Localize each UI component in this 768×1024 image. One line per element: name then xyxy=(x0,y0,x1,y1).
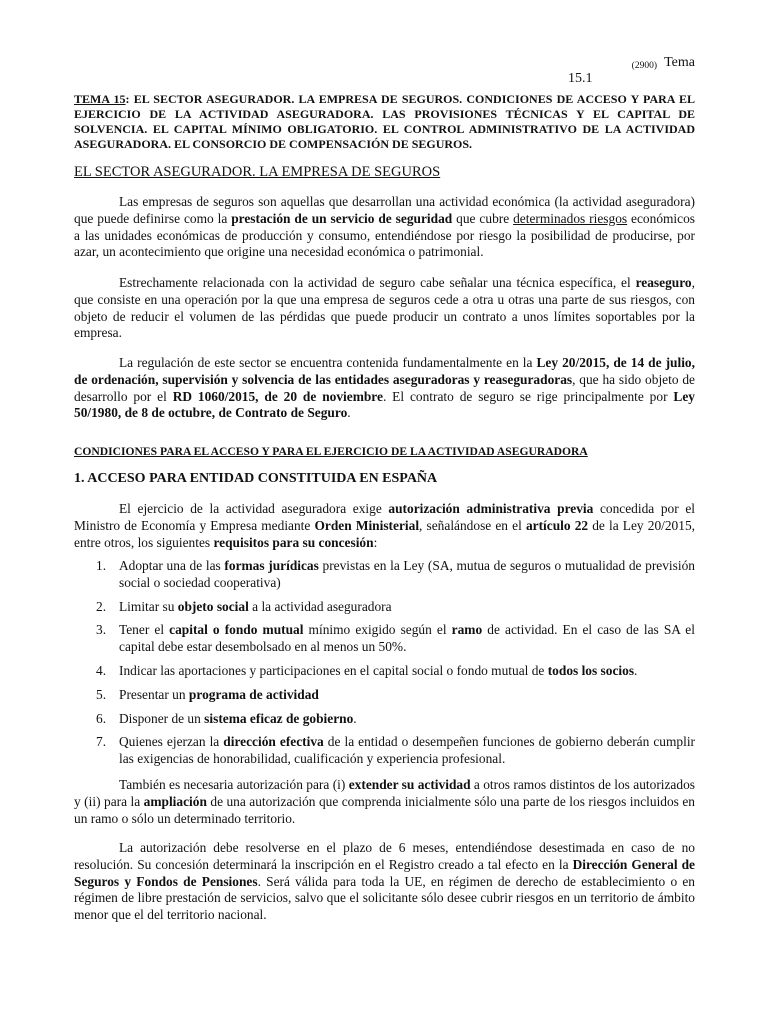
requirement-item xyxy=(74,622,695,656)
bold-run: artículo 22 xyxy=(525,517,589,533)
text-run: Estrechamente relacionada con la actividad de seguro cabe señalar una técnica específica, el xyxy=(119,275,636,290)
bold-run: ramo xyxy=(451,622,483,638)
text-run: . El contrato de seguro se rige principalmente por xyxy=(382,388,674,404)
text-run: La autorización debe resolverse en el plazo de 6 meses, entendiéndose desestimada en caso de no resolución. Su concesión determinará la inscripción en el Registro creado a tal efecto en la xyxy=(74,840,695,872)
text-run: previstas en la Ley (SA, mutua de seguros o mutualidad de previsión social o sociedad cooperativa) xyxy=(119,558,695,590)
requirement-item xyxy=(74,558,695,592)
text-run: Presentar un xyxy=(119,686,189,702)
text-run: Indicar las aportaciones y participaciones en el capital social o fondo mutual de xyxy=(119,662,548,678)
bold-run: extender su actividad xyxy=(348,777,471,792)
header-tema-word: Tema xyxy=(664,55,695,70)
bold-run: sistema eficaz de gobierno xyxy=(204,710,354,726)
bold-run: Ley 20/2015, de 14 de julio, de ordenación, supervisión y solvencia de las entidades aseguradoras y reaseguradoras xyxy=(74,355,695,387)
text-run: . xyxy=(347,405,351,421)
requirement-number: 7. xyxy=(96,734,107,750)
underlined-run: determinados riesgos xyxy=(513,210,628,226)
bold-run: programa de actividad xyxy=(188,686,319,702)
paragraph-extension xyxy=(74,777,695,827)
text-run: de actividad. En el caso de las SA el capital debe estar desembolsado en al menos un 50%. xyxy=(119,622,695,655)
tema-colon: : xyxy=(125,92,130,106)
bold-run: objeto social xyxy=(177,598,249,614)
text-run: . xyxy=(353,710,357,726)
text-run: a la actividad aseguradora xyxy=(248,598,392,614)
requirement-item xyxy=(74,663,695,680)
paragraph-resolucion xyxy=(74,840,695,924)
text-run: de la Ley 20/2015, entre otros, los siguientes xyxy=(74,517,695,550)
requirement-number: 3. xyxy=(96,622,107,638)
requirement-item xyxy=(74,599,695,616)
text-run: La regulación de este sector se encuentra contenida fundamentalmente en la xyxy=(119,355,537,370)
bold-run: Ley 50/1980, de 8 de octubre, de Contrato de Seguro xyxy=(74,388,695,421)
header-code: (2900) xyxy=(631,61,657,71)
requirement-item xyxy=(74,687,695,704)
text-run: . xyxy=(634,662,638,678)
tema-title-block xyxy=(74,92,695,152)
requirement-number: 1. xyxy=(96,558,107,573)
bold-run: dirección efectiva xyxy=(223,734,324,750)
text-run: El ejercicio de la actividad aseguradora exige xyxy=(119,501,389,516)
text-run: económicos a las unidades económicas de producción y consumo, entendiéndose por riesgo la posibilidad de producirse, por azar, un acontecimiento que origine una necesidad económica o patrimonial. xyxy=(74,210,695,260)
bold-run: capital o fondo mutual xyxy=(169,622,304,638)
text-run: Disponer de un xyxy=(119,710,205,726)
section-heading-condiciones: CONDICIONES PARA EL ACCESO Y PARA EL EJERCICIO DE LA ACTIVIDAD ASEGURADORA xyxy=(74,445,588,458)
text-run: , que ha sido objeto de desarrollo por el xyxy=(74,371,695,404)
text-run: Adoptar una de las xyxy=(119,558,225,573)
bold-run: Dirección General de Seguros y Fondos de Pensiones xyxy=(74,856,695,889)
paragraph-empresas-seguros xyxy=(74,194,695,261)
bold-run: RD 1060/2015, de 20 de noviembre xyxy=(172,388,383,404)
text-run: , que consiste en una operación por la que una empresa de seguros cede a otra u otras una parte de sus riesgos, con objeto de reducir el volumen de las pérdidas que puede producir un contrato a unos límites soportables por la empresa. xyxy=(74,275,695,341)
bold-run: prestación de un servicio de seguridad xyxy=(231,210,453,226)
text-run: . Será válida para toda la UE, en régimen de derecho de establecimiento o en régimen de libre prestación de servicios, salvo que el solicitante sólo desee cubrir riesgos en un territorio de ámbito menor que el del territorio nacional. xyxy=(74,873,695,923)
text-run: Las empresas de seguros son aquellas que desarrollan una actividad económica (la actividad aseguradora) que puede definirse como la xyxy=(74,194,695,226)
text-run: Quienes ejerzan la xyxy=(119,734,224,750)
text-run: Limitar su xyxy=(119,598,178,614)
bold-run: todos los socios xyxy=(547,662,635,678)
header-page-number: 15.1 xyxy=(568,71,593,86)
bold-run: autorización administrativa previa xyxy=(388,501,594,516)
tema-label: TEMA 15 xyxy=(74,92,126,106)
paragraph-regulacion xyxy=(74,355,695,422)
text-run: También es necesaria autorización para (i) xyxy=(119,777,349,792)
text-run: concedida por el Ministro de Economía y Empresa mediante xyxy=(74,501,695,533)
text-run: , señalándose en el xyxy=(419,517,526,533)
paragraph-reaseguro xyxy=(74,275,695,342)
bold-run: reaseguro xyxy=(635,275,692,290)
bold-run: requisitos para su concesión xyxy=(213,534,374,550)
requirement-number: 2. xyxy=(96,598,107,614)
paragraph-autorizacion xyxy=(74,501,695,551)
text-run: de la entidad o desempeñen funciones de gobierno deberán cumplir las exigencias de honorabilidad, cualificación y experiencia profesional. xyxy=(119,734,695,767)
requirement-item xyxy=(74,734,695,768)
bold-run: formas jurídicas xyxy=(224,558,319,573)
requirement-number: 5. xyxy=(96,686,107,702)
text-run: mínimo exigido según el xyxy=(303,622,452,638)
text-run: Tener el xyxy=(119,622,170,638)
page-header xyxy=(74,55,695,91)
subsection-heading-acceso: 1. ACCESO PARA ENTIDAD CONSTITUIDA EN ESPAÑA xyxy=(74,471,438,486)
requirements-list xyxy=(74,558,695,768)
requirement-number: 4. xyxy=(96,662,107,678)
text-run: : xyxy=(373,534,378,550)
requirement-item xyxy=(74,711,695,728)
text-run: que cubre xyxy=(452,210,514,226)
tema-title: EL SECTOR ASEGURADOR. LA EMPRESA DE SEGUROS. CONDICIONES DE ACCESO Y PARA EL EJERCICIO DE LA ACTIVIDAD ASEGURADORA. LAS PROVISIONES TÉCNICAS Y EL CAPITAL DE SOLVENCIA. EL CAPITAL MÍNIMO OBLIGATORIO. EL CONTROL ADMINISTRATIVO DE LA ACTIVIDAD ASEGURADORA. EL CONSORCIO DE COMPENSACIÓN DE SEGUROS. xyxy=(74,92,695,151)
section-heading-sector: EL SECTOR ASEGURADOR. LA EMPRESA DE SEGUROS xyxy=(74,164,441,180)
bold-run: Orden Ministerial xyxy=(314,517,420,533)
text-run: de una autorización que comprenda inicialmente sólo una parte de los riesgos incluidos en un ramo o sólo un determinado territorio. xyxy=(74,793,696,826)
text-run: a otros ramos distintos de los autorizados y (ii) para la xyxy=(74,777,695,809)
requirement-number: 6. xyxy=(96,710,107,726)
bold-run: ampliación xyxy=(143,793,207,809)
